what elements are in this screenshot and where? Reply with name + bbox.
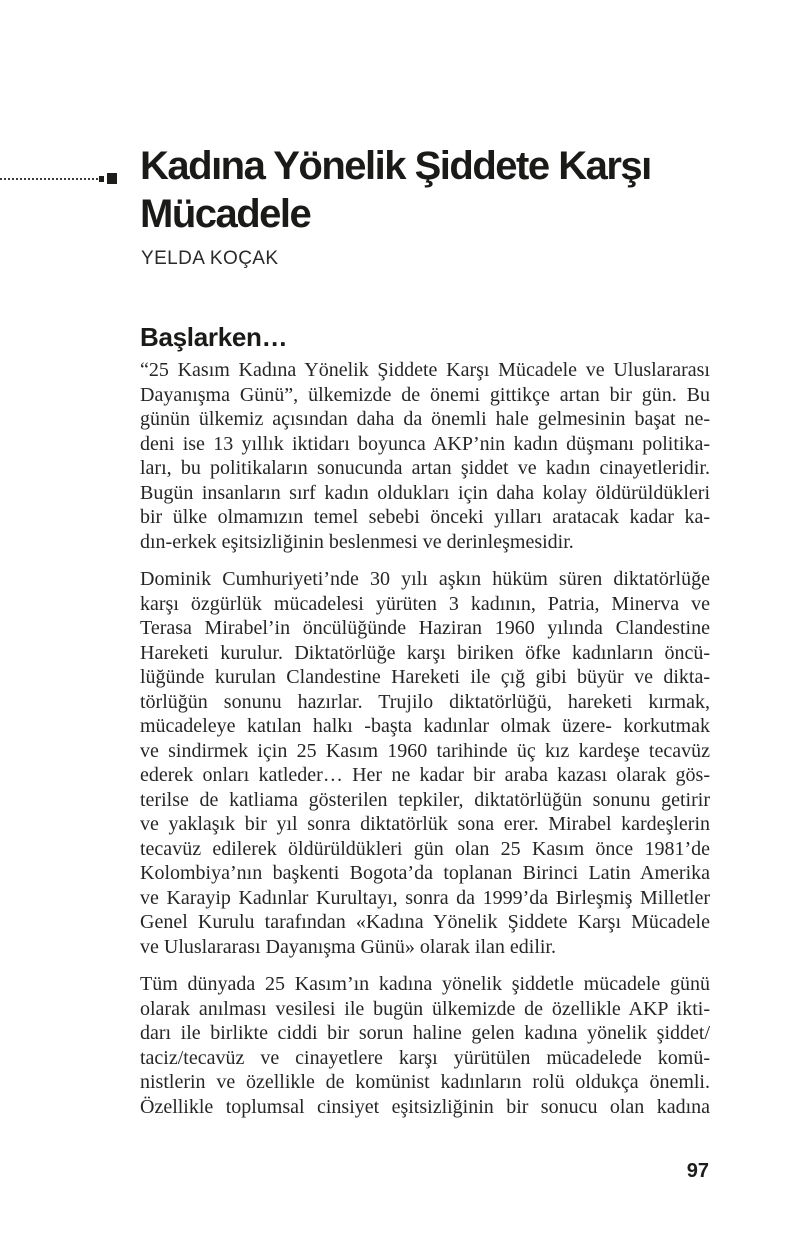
text-line: dın-erkek eşitsizliğinin beslenmesi ve derinleşmesidir. (140, 530, 574, 553)
text-line: Hareketi kurulur. Diktatörlüğe karşı biriken öfke kadınların öncü- (140, 641, 710, 664)
marker-square-large-icon (107, 173, 117, 184)
marker-square-small-icon (99, 176, 104, 182)
text-line: Bugün insanların sırf kadın oldukları için daha kolay öldürüldükleri (140, 481, 710, 504)
text-line: günün ülkemiz açısından daha da önemli hale gelmesinin başat ne- (140, 408, 710, 430)
text-line: lüğünde kurulan Clandestine Hareketi ile çığ gibi büyür ve dikta- (140, 666, 710, 688)
text-line: törlüğün sonunu hazırlar. Trujilo diktatörlüğü, hareketi kırmak, (140, 690, 710, 713)
text-line: nistlerin ve özellikle de komünist kadınların rolü oldukça önemli. (140, 1071, 710, 1093)
paragraph (140, 567, 710, 959)
text-line: Dominik Cumhuriyeti’nde 30 yılı aşkın hüküm süren diktatörlüğe (140, 568, 710, 590)
text-line: darı ile birlikte ciddi bir sorun haline gelen kadına yönelik şiddet/ (140, 1022, 710, 1044)
paragraph (140, 358, 710, 554)
text-line: Genel Kurulu tarafından «Kadına Yönelik Şiddete Karşı Mücadele (140, 911, 710, 933)
text-line: karşı özgürlük mücadelesi yürüten 3 kadının, Patria, Minerva ve (140, 592, 710, 615)
article-author: YELDA KOÇAK (141, 248, 279, 269)
text-line: Kolombiya’nın başkenti Bogota’da toplanan Birinci Latin Amerika (140, 862, 710, 884)
text-line: ve yaklaşık bir yıl sonra diktatörlük sona erer. Mirabel kardeşlerin (140, 813, 710, 835)
text-line: ederek onları katleder… Her ne kadar bir araba kazası olarak gös- (140, 764, 710, 786)
text-line: ve sindirmek için 25 Kasım 1960 tarihinde üç kız kardeşe tecavüz (140, 739, 710, 762)
text-line: bir ülke olmamızın temel sebebi önceki yılları aratacak kadar ka- (140, 506, 710, 528)
text-line: taciz/tecavüz ve cinayetlere karşı yürütülen mücadelede komü- (140, 1046, 710, 1069)
section-heading: Başlarken… (140, 322, 288, 352)
dotted-leader-line (0, 178, 98, 180)
article-title: Kadına Yönelik Şiddete Karşı Mücadele (140, 144, 651, 236)
page-number: 97 (686, 1160, 709, 1182)
paragraph (140, 972, 710, 1119)
text-line: Tüm dünyada 25 Kasım’ın kadına yönelik şiddetle mücadele günü (140, 973, 710, 995)
text-line: ları, bu politikaların sonucunda artan şiddet ve kadın cinayetleridir. (140, 457, 710, 479)
text-line: ve Uluslararası Dayanışma Günü» olarak ilan edilir. (140, 935, 556, 958)
text-line: ve Karayip Kadınlar Kurultayı, sonra da 1999’da Birleşmiş Milletler (140, 886, 710, 909)
text-line: mücadeleye katılan halkı -başta kadınlar olmak üzere- korkutmak (140, 715, 710, 737)
text-line: deni ise 13 yıllık iktidarı boyunca AKP’nin kadın düşmanı politika- (140, 432, 710, 455)
article-body (140, 358, 710, 1132)
text-line: Terasa Mirabel’in öncülüğünde Haziran 1960 yılında Clandestine (140, 617, 710, 639)
text-line: “25 Kasım Kadına Yönelik Şiddete Karşı Mücadele ve Uluslararası (140, 359, 710, 381)
text-line: terilse de katliama gösterilen tepkiler, diktatörlüğün sonunu getirir (140, 788, 710, 811)
text-line: Özellikle toplumsal cinsiyet eşitsizliğinin bir sonucu olan kadına (140, 1095, 710, 1118)
text-line: olarak anılması vesilesi ile bugün ülkemizde de özellikle AKP ikti- (140, 997, 710, 1020)
text-line: Dayanışma Günü”, ülkemizde de önemi gittikçe artan bir gün. Bu (140, 383, 710, 406)
text-line: tecavüz edilerek öldürüldükleri gün olan 25 Kasım önce 1981’de (140, 837, 710, 860)
